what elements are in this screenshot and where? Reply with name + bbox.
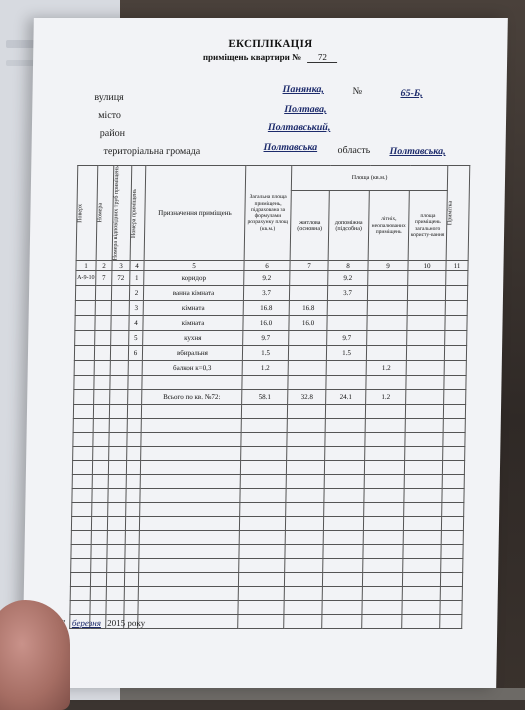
date-year: 2015 <box>107 618 126 628</box>
city-value: Полтава, <box>284 104 327 115</box>
total-living: 32.8 <box>288 390 326 405</box>
table-row: А-9-10 7 72 1 коридор 9.2 9.2 <box>76 271 468 286</box>
table-row: 5 кухня 9.7 9.7 <box>75 331 467 346</box>
community-value: Полтавська <box>263 142 318 153</box>
oblast-label: область <box>337 145 371 156</box>
header-note: Примітка <box>446 166 470 261</box>
index-row: 1 2 3 4 5 6 7 8 9 10 11 <box>76 261 468 271</box>
community-label: територіальна громада <box>103 146 201 157</box>
thumb <box>0 600 70 710</box>
header-common: площа приміщень загального користу-вання <box>408 191 447 261</box>
number-value: 65-Б, <box>400 88 423 99</box>
table-row: 3 кімната 16.8 16.8 <box>75 301 467 316</box>
explication-table <box>69 165 470 629</box>
total-summer: 1.2 <box>366 390 406 405</box>
city-label: місто <box>98 110 122 121</box>
header-total-area: Загальна площа приміщень, підрахована за формулами розрахунку площ (кв.м.) <box>244 166 292 261</box>
table-row <box>74 376 466 390</box>
header-area-group: Площа (кв.м.) <box>291 166 447 191</box>
header-room-numbers: Номера приміщень <box>130 166 146 261</box>
date-month: березня <box>71 618 102 628</box>
table-row: 2 ванна кімната 3.7 3.7 <box>75 286 467 301</box>
total-aux: 24.1 <box>326 390 366 405</box>
header-purpose: Призначення приміщень <box>144 166 246 261</box>
header-inventory-numbers: Номера відповідних труб приміщень <box>112 166 132 261</box>
floor-strip <box>120 688 525 700</box>
district-value: Полтавський, <box>267 122 331 133</box>
table-row: балкон к=0,3 1.2 1.2 <box>74 361 466 376</box>
total-area: 58.1 <box>242 390 288 405</box>
document-title: ЕКСПЛІКАЦІЯ <box>228 38 313 50</box>
header-living: житлова (основна) <box>290 191 329 261</box>
total-row <box>74 390 466 405</box>
apartment-number: 72 <box>307 52 337 63</box>
total-label: Всього по кв. №72: <box>142 390 242 405</box>
document-subtitle <box>33 52 507 63</box>
document-page <box>22 18 508 688</box>
date-year-suffix: року <box>127 618 146 628</box>
table-row: 6 вбиральня 1.5 1.5 <box>74 346 466 361</box>
district-label: район <box>99 128 126 139</box>
header-numbers: Номера <box>96 166 114 261</box>
street-label: вулиця <box>94 92 124 103</box>
subtitle-text: приміщень квартири № <box>202 52 302 62</box>
header-auxiliary: допоміжна (підсобна) <box>328 191 369 261</box>
table-row: 4 кімната 16.0 16.0 <box>75 316 467 331</box>
street-value: Панянка, <box>282 84 325 95</box>
oblast-value: Полтавська, <box>389 146 446 157</box>
header-floor: Поверх <box>76 166 98 261</box>
header-summer: літніх, неопалюваних приміщень <box>368 191 409 261</box>
number-label: № <box>352 86 363 97</box>
